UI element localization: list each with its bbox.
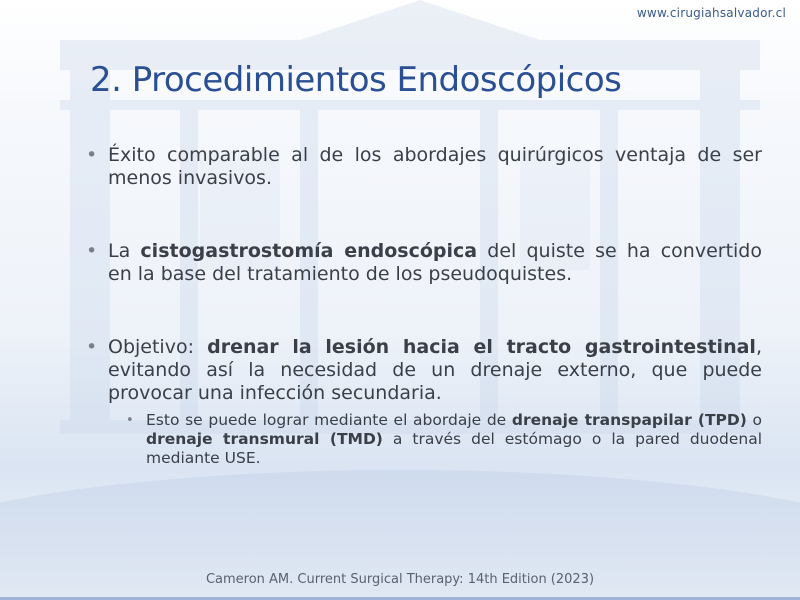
sub-bullet-marker: • [126, 413, 134, 428]
citation-footer: Cameron AM. Current Surgical Therapy: 14th Edition (2023) [205, 572, 595, 587]
sub-bullet-bold-tpd: drenaje transpapilar (TPD) [511, 411, 747, 429]
bullet-item [86, 144, 762, 190]
sub-bullet-item [126, 411, 762, 468]
bullet-text-bold: cistogastrostomía endoscópica [140, 240, 478, 262]
slide-title: 2. Procedimientos Endoscópicos [90, 60, 622, 100]
bullet-marker: • [86, 144, 98, 166]
website-url: www.cirugiahsalvador.cl [636, 6, 786, 20]
bullet-text-post: del quiste se ha convertido en la base del tratamiento de los pseudoquistes. [108, 240, 762, 285]
sub-bullet-bold-tmd: drenaje transmural (TMD) [146, 430, 383, 448]
bullet-marker: • [86, 336, 98, 358]
sub-bullet-text-post: a través del estómago o la pared duodenal mediante USE. [146, 430, 762, 467]
bullet-marker: • [86, 240, 98, 262]
bullet-item [86, 240, 762, 286]
sub-bullet-text-mid: o [746, 411, 762, 429]
bullet-text-pre: Objetivo: [108, 336, 208, 358]
bullet-text-post: , evitando así la necesidad de un drenaje externo, que puede provocar una infección secundaria. [108, 336, 762, 404]
bullet-text-bold: drenar la lesión hacia el tracto gastrointestinal [207, 336, 756, 358]
slide-body [86, 144, 762, 468]
bullet-text: Éxito comparable al de los abordajes quirúrgicos ventaja de ser menos invasivos. [108, 144, 762, 189]
bullet-text-pre: La [108, 240, 141, 262]
bullet-item [86, 336, 762, 405]
sub-bullet-text-pre: Esto se puede lograr mediante el abordaje de [146, 411, 512, 429]
